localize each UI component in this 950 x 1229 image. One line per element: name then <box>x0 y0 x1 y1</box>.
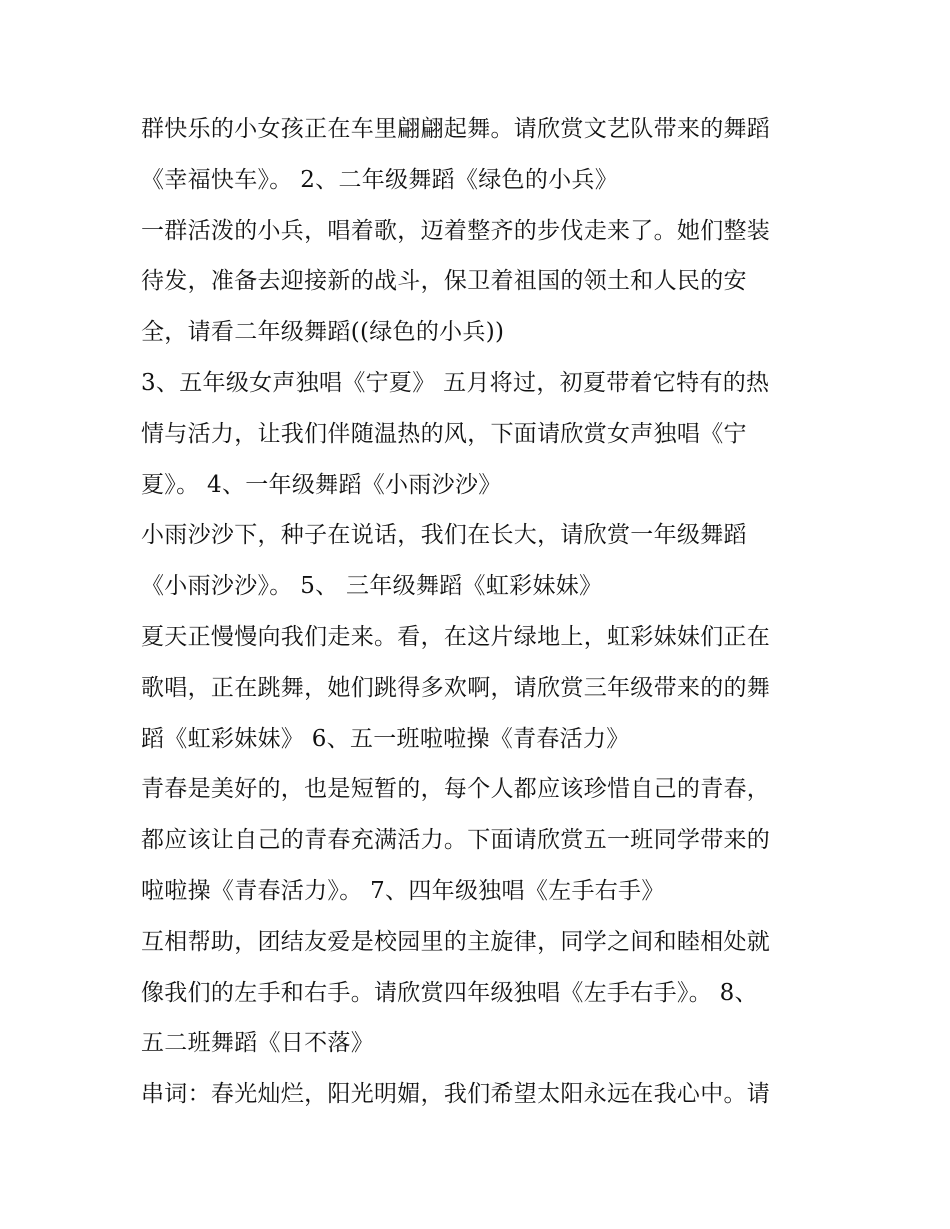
text-line: 待发，准备去迎接新的战斗，保卫着祖国的领土和人民的安 <box>141 268 747 295</box>
text-line: 《幸福快车》。 2、二年级舞蹈《绿色的小兵》 <box>141 166 619 193</box>
text-line: 啦啦操《青春活力》。 7、四年级独唱《左手右手》 <box>141 877 665 904</box>
text-line: 全，请看二年级舞蹈((绿色的小兵)) <box>141 319 505 346</box>
text-line: 串词：春光灿烂，阳光明媚，我们希望太阳永远在我心中。请 <box>141 1081 771 1108</box>
text-line: 像我们的左手和右手。请欣赏四年级独唱《左手右手》。 8、 <box>141 979 758 1006</box>
text-line: 歌唱，正在跳舞，她们跳得多欢啊，请欣赏三年级带来的的舞 <box>141 674 771 701</box>
text-line: 都应该让自己的青春充满活力。下面请欣赏五一班同学带来的 <box>141 827 771 854</box>
text-line: 五二班舞蹈《日不落》 <box>141 1030 374 1057</box>
text-line: 小雨沙沙下，种子在说话，我们在长大，请欣赏一年级舞蹈 <box>141 522 747 549</box>
text-line: 群快乐的小女孩正在车里翩翩起舞。请欣赏文艺队带来的舞蹈 <box>141 116 771 142</box>
text-line: 情与活力，让我们伴随温热的风，下面请欣赏女声独唱《宁 <box>141 420 747 447</box>
document-body <box>141 104 831 1120</box>
text-line: 3、五年级女声独唱《宁夏》 五月将过，初夏带着它特有的热 <box>141 369 770 396</box>
text-line: 夏》。 4、一年级舞蹈《小雨沙沙》 <box>141 471 502 498</box>
text-line: 蹈《虹彩妹妹》 6、五一班啦啦操《青春活力》 <box>141 725 630 752</box>
text-line: 互相帮助，团结友爱是校园里的主旋律，同学之间和睦相处就 <box>141 928 771 955</box>
text-line: 夏天正慢慢向我们走来。看，在这片绿地上，虹彩妹妹们正在 <box>141 623 771 650</box>
text-line: 《小雨沙沙》。 5、 三年级舞蹈《虹彩妹妹》 <box>141 573 603 600</box>
text-line: 青春是美好的，也是短暂的，每个人都应该珍惜自己的青春， <box>141 776 771 803</box>
text-line: 一群活泼的小兵，唱着歌，迈着整齐的步伐走来了。她们整装 <box>141 217 771 244</box>
